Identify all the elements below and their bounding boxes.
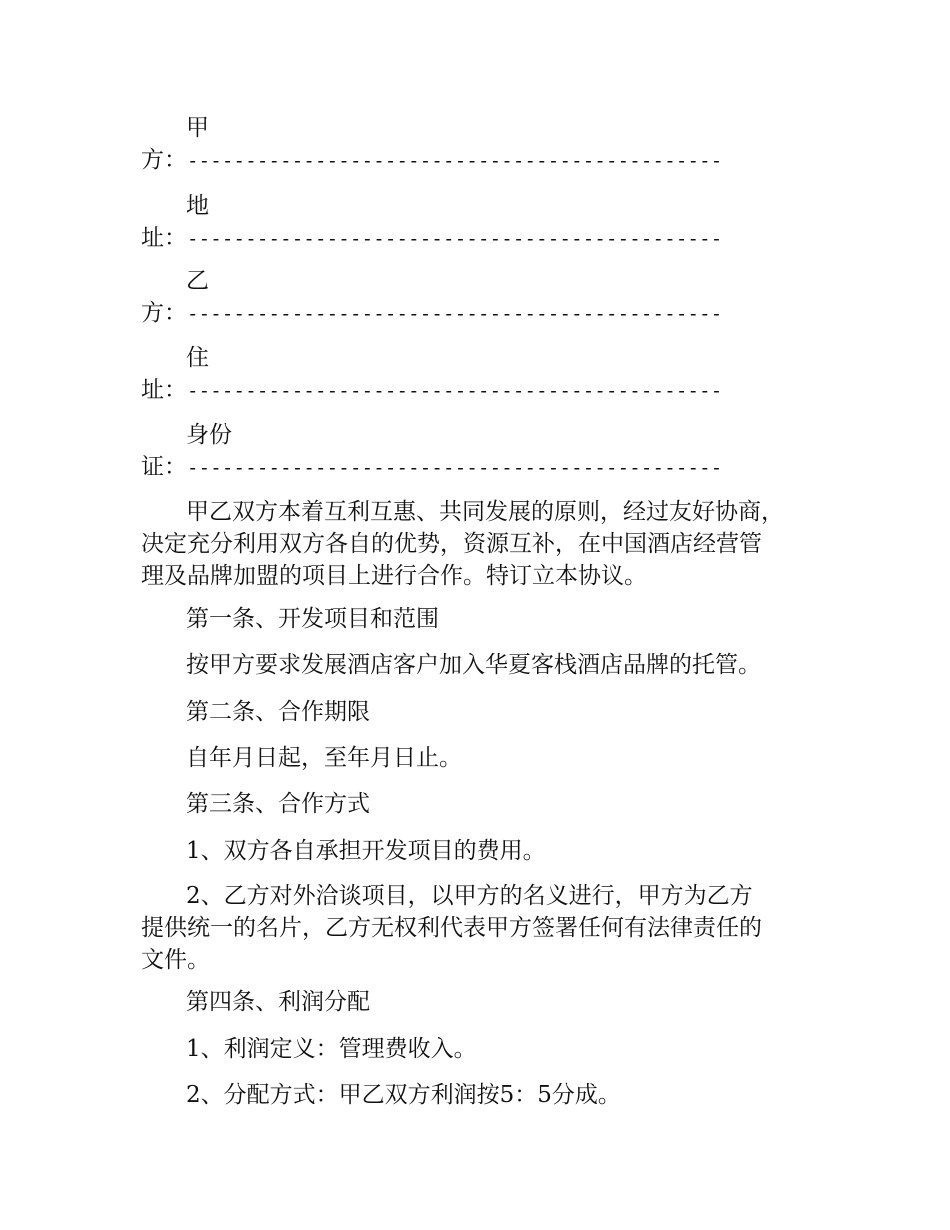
text-line: 2、乙方对外洽谈项目，以甲方的名义进行，甲方为乙方 — [186, 883, 753, 909]
blank-line: ---------------------------------------------- — [187, 457, 723, 479]
article-4-item-1: 1、利润定义：管理费收入。 — [186, 1036, 477, 1062]
field-party-b — [141, 265, 821, 330]
article-3-title: 第三条、合作方式 — [186, 791, 370, 817]
article-2-body: 自年月日起，至年月日止。 — [186, 745, 462, 771]
article-1-body: 按甲方要求发展酒店客户加入华夏客栈酒店品牌的托管。 — [186, 652, 761, 678]
text-line: 决定充分利用双方各自的优势，资源互补，在中国酒店经营管 — [141, 531, 762, 557]
blank-line: ---------------------------------------------- — [187, 303, 723, 325]
field-id-card — [141, 419, 821, 484]
text-line: 甲乙双方本着互利互惠、共同发展的原则，经过友好协商， — [186, 499, 784, 525]
preamble-paragraph — [141, 496, 821, 592]
field-label: 证： — [141, 454, 187, 480]
field-label: 方： — [141, 300, 187, 326]
field-line — [141, 222, 821, 255]
article-3-item-2 — [141, 880, 821, 976]
field-address-b — [141, 342, 821, 407]
text-line: 提供统一的名片，乙方无权利代表甲方签署任何有法律责任的 — [141, 915, 762, 941]
field-party-a — [141, 112, 821, 177]
article-4-item-2: 2、分配方式：甲乙双方利润按5：5分成。 — [186, 1082, 621, 1108]
text-line: 理及品牌加盟的项目上进行合作。特订立本协议。 — [141, 563, 647, 589]
article-2-title: 第二条、合作期限 — [186, 699, 370, 725]
field-line — [141, 451, 821, 484]
article-1-title: 第一条、开发项目和范围 — [186, 606, 439, 632]
field-line — [141, 297, 821, 330]
blank-line: ---------------------------------------------- — [187, 380, 723, 402]
field-line — [141, 144, 821, 177]
blank-line: ---------------------------------------------- — [187, 150, 723, 172]
article-4-title: 第四条、利润分配 — [186, 989, 370, 1015]
text-line: 文件。 — [141, 947, 210, 973]
field-label-top: 住 — [186, 345, 209, 371]
field-address-a — [141, 190, 821, 255]
field-label-top: 甲 — [186, 115, 209, 141]
field-label: 址： — [141, 377, 187, 403]
field-label-top: 乙 — [186, 268, 209, 294]
blank-line: ---------------------------------------------- — [187, 228, 723, 250]
article-3-item-1: 1、双方各自承担开发项目的费用。 — [186, 838, 546, 864]
field-label-top: 身份 — [186, 422, 232, 448]
field-label: 址： — [141, 225, 187, 251]
field-label: 方： — [141, 147, 187, 173]
field-label-top: 地 — [186, 193, 209, 219]
field-line — [141, 374, 821, 407]
